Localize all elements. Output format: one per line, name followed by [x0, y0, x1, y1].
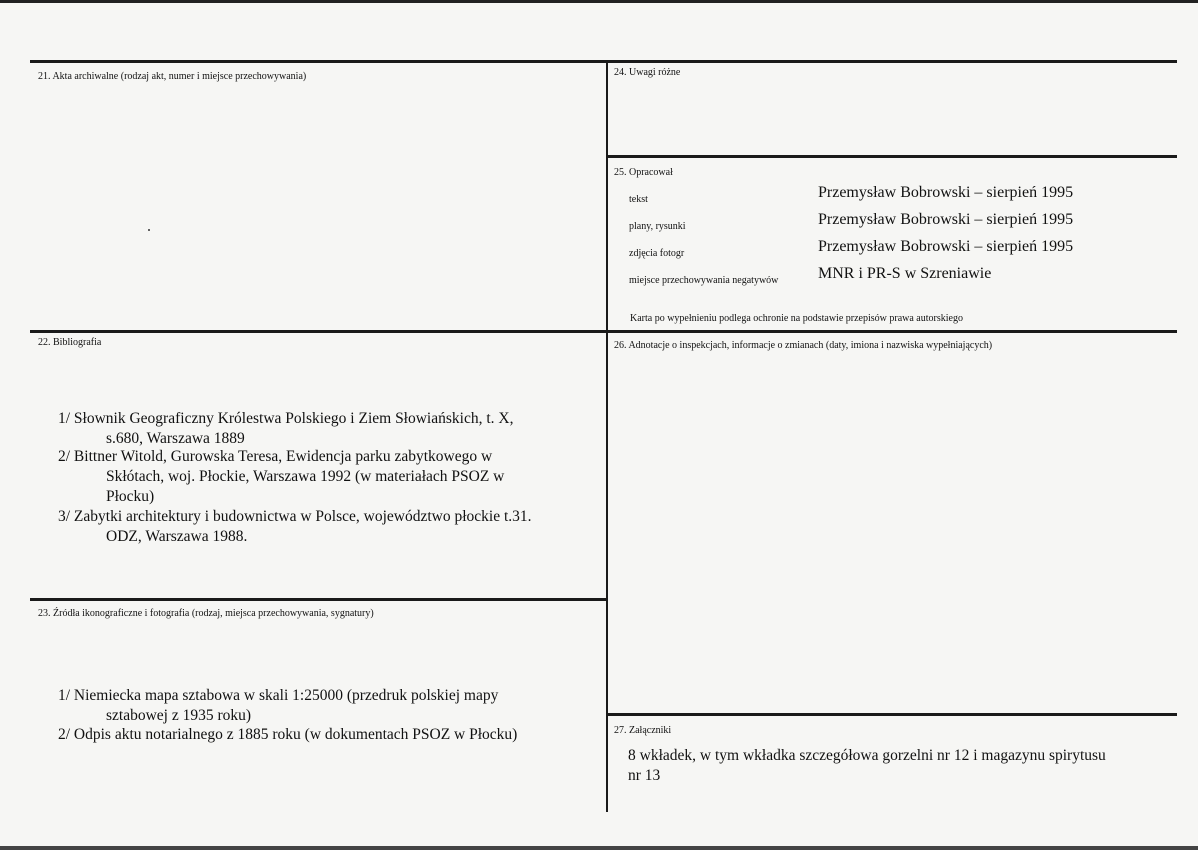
section-25-label: 25. Opracował	[614, 167, 673, 178]
iconography-item-2	[58, 725, 598, 745]
column-divider	[606, 60, 608, 812]
negatives-storage-value: MNR i PR-S w Szreniawie	[818, 265, 992, 282]
section-22-label: 22. Bibliografia	[38, 337, 102, 348]
section-27-label: 27. Załączniki	[614, 725, 672, 736]
bibliography-item-3	[58, 507, 598, 547]
ink-speck	[148, 229, 150, 231]
bibliography-item-1-line-1: 1/ Słownik Geograficzny Królestwa Polskiego i Ziem Słowiańskich, t. X,	[58, 410, 514, 427]
bibliography-item-1-line-2: s.680, Warszawa 1889	[106, 430, 245, 447]
section-24-label: 24. Uwagi różne	[614, 67, 681, 78]
iconography-item-1-line-1: 1/ Niemiecka mapa sztabowa w skali 1:25000 (przedruk polskiej mapy	[58, 687, 499, 704]
iconography-item-1	[58, 686, 598, 726]
bibliography-item-2	[58, 447, 598, 507]
rule-top	[30, 60, 1177, 63]
rule-22-23	[30, 598, 607, 601]
rule-26-27	[607, 713, 1177, 716]
author-text-key: tekst	[629, 194, 648, 205]
section-21-label: 21. Akta archiwalne (rodzaj akt, numer i miejsce przechowywania)	[38, 71, 307, 82]
bibliography-item-3-line-2: ODZ, Warszawa 1988.	[106, 528, 248, 545]
section-26-label: 26. Adnotacje o inspekcjach, informacje o zmianach (daty, imiona i nazwiska wypełniających)	[614, 340, 993, 351]
author-plans-key: plany, rysunki	[629, 221, 686, 232]
bibliography-item-3-line-1: 3/ Zabytki architektury i budownictwa w Polsce, województwo płockie t.31.	[58, 508, 532, 525]
bibliography-item-1	[58, 409, 598, 449]
attachments-text	[628, 746, 1173, 786]
iconography-item-2-line-1: 2/ Odpis aktu notarialnego z 1885 roku (w dokumentach PSOZ w Płocku)	[58, 726, 518, 743]
attachments-line-1: 8 wkładek, w tym wkładka szczegółowa gorzelni nr 12 i magazynu spirytusu	[628, 747, 1106, 764]
section-23-label: 23. Źródła ikonograficzne i fotografia (rodzaj, miejsca przechowywania, sygnatury)	[38, 608, 374, 619]
bibliography-item-2-line-2: Skłótach, woj. Płockie, Warszawa 1992 (w materiałach PSOZ w	[106, 468, 505, 485]
rule-mid	[30, 330, 1177, 333]
author-plans-value: Przemysław Bobrowski – sierpień 1995	[818, 211, 1074, 228]
copyright-note: Karta po wypełnieniu podlega ochronie na podstawie przepisów prawa autorskiego	[630, 313, 963, 324]
attachments-line-2: nr 13	[628, 767, 661, 784]
negatives-storage-key: miejsce przechowywania negatywów	[629, 275, 779, 286]
author-photos-value: Przemysław Bobrowski – sierpień 1995	[818, 238, 1074, 255]
page-bottom-edge	[0, 846, 1198, 850]
author-photos-key: zdjęcia fotogr	[629, 248, 685, 259]
author-text-value: Przemysław Bobrowski – sierpień 1995	[818, 184, 1074, 201]
rule-24-25	[607, 155, 1177, 158]
bibliography-item-2-line-1: 2/ Bittner Witold, Gurowska Teresa, Ewidencja parku zabytkowego w	[58, 448, 493, 465]
iconography-item-1-line-2: sztabowej z 1935 roku)	[106, 707, 252, 724]
page-top-edge	[0, 0, 1198, 3]
bibliography-item-2-line-3: Płocku)	[106, 488, 155, 505]
